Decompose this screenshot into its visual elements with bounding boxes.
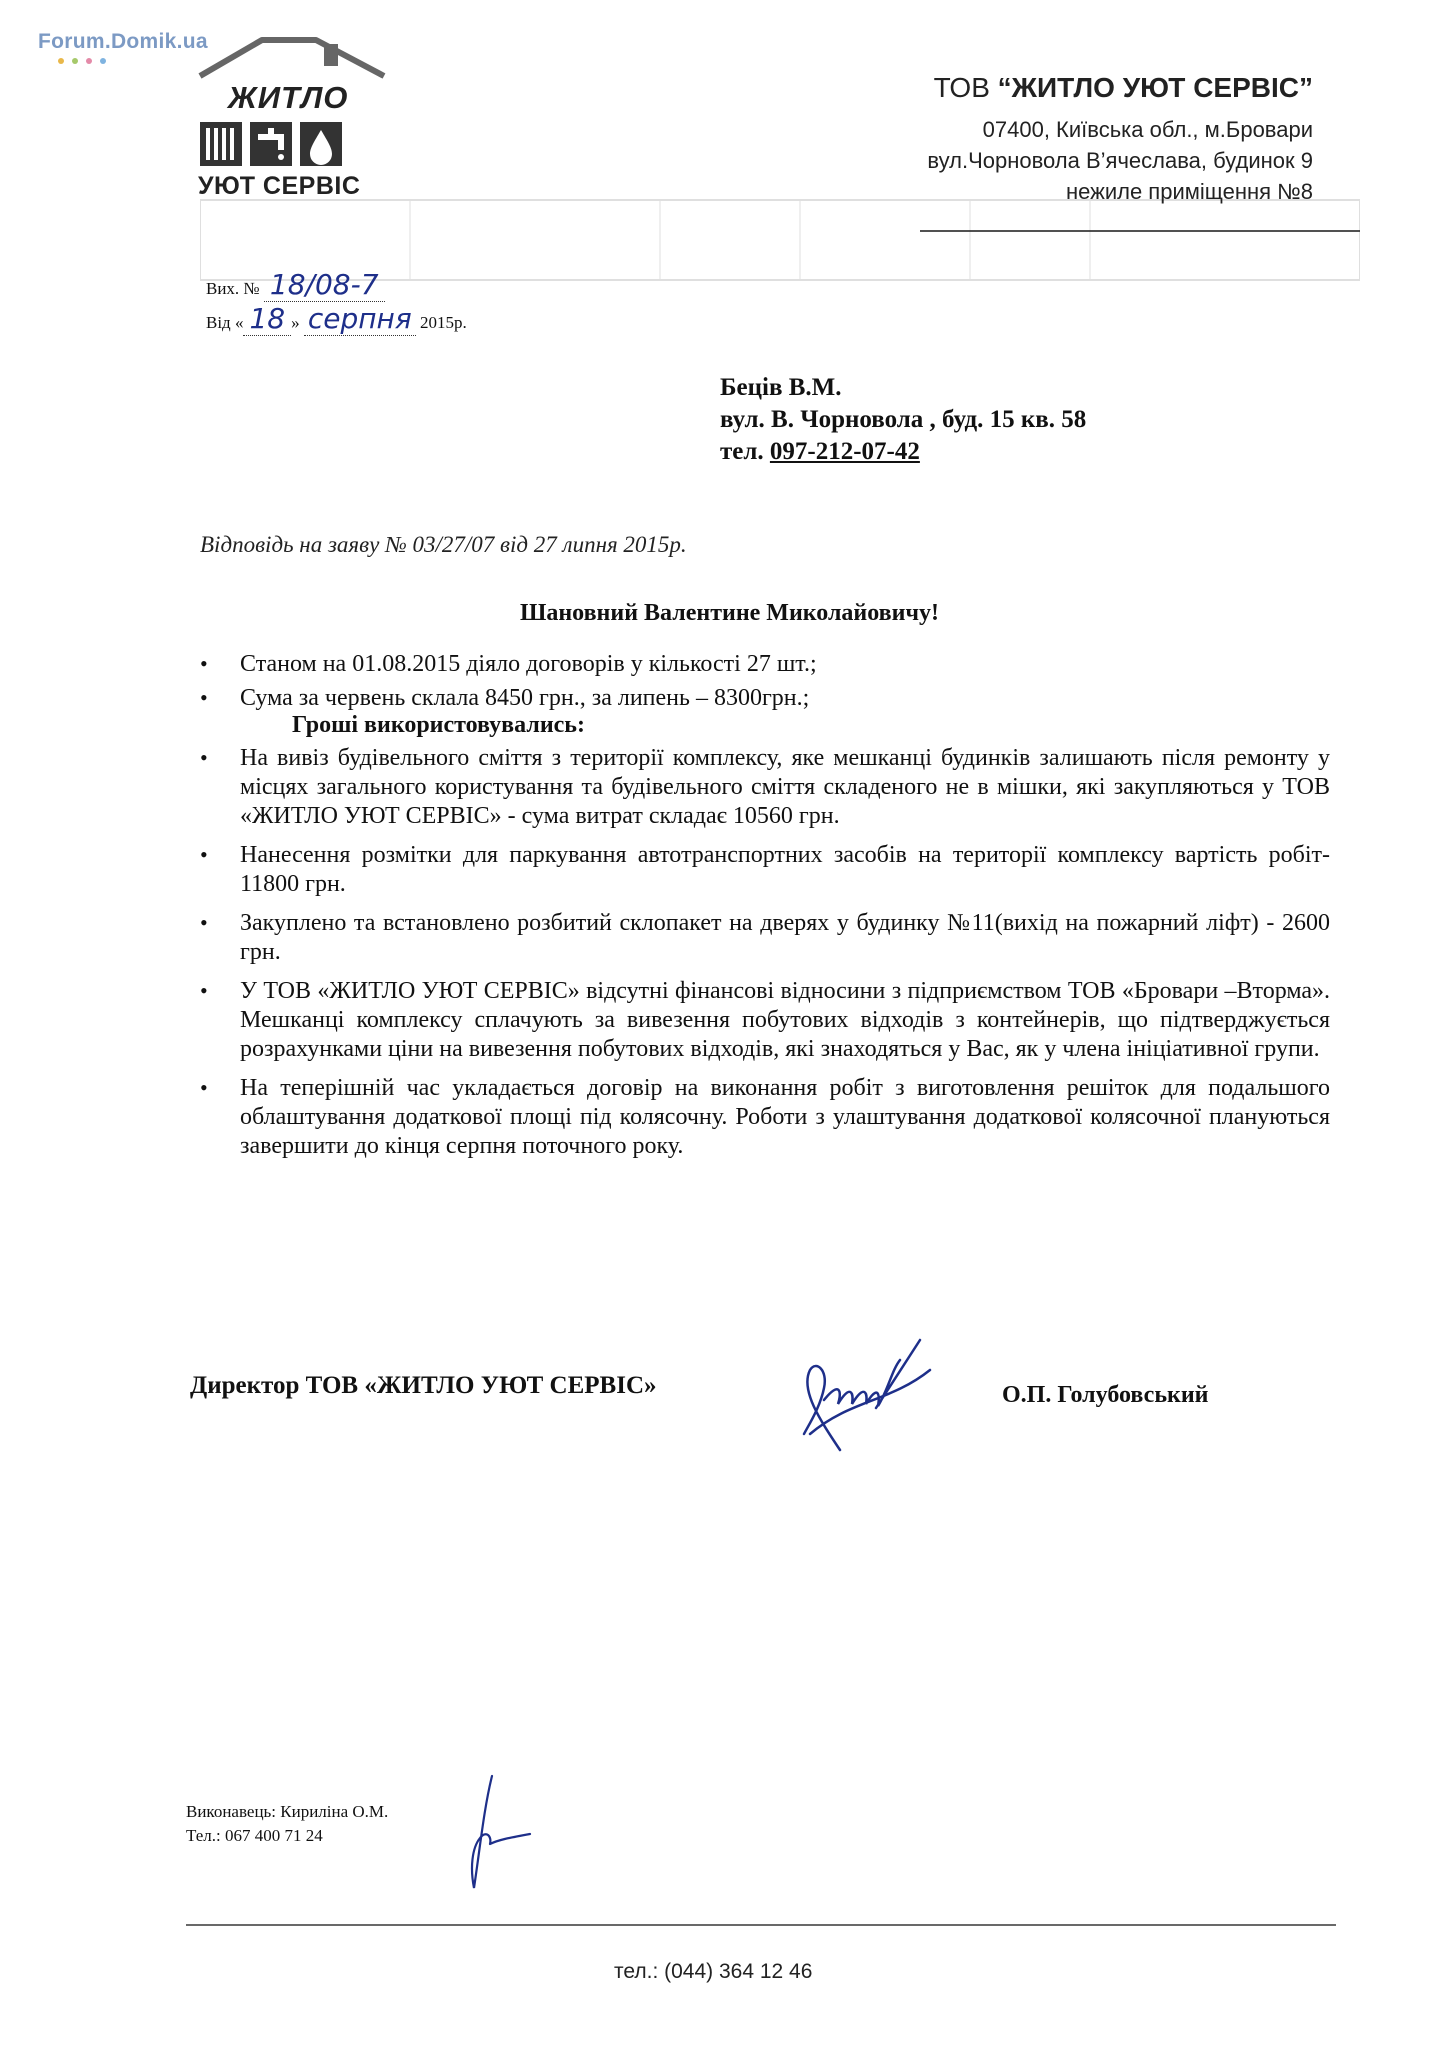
recipient-name: Беців В.М. [720,374,842,401]
outgoing-date [206,302,467,335]
list-item-text: На вивіз будівельного сміття з території комплексу, яке мешканці будинків залишають після ремонту у місцях загального користування та будівельного сміття складеного не в мішки, які закупляються у ТОВ «ЖИТЛО УЮТ СЕРВІС» - сума витрат складає 10560 грн. [240,745,1330,829]
company-title: “ЖИТЛО УЮТ СЕРВІС” [997,72,1313,103]
list-item [200,744,1330,831]
bullet-glyph: • [200,1075,208,1100]
footer-phone: тел.: (044) 364 12 46 [614,1960,813,1983]
recipient-phone-label: тел. [720,438,770,465]
expense-list [200,744,1330,1161]
list-item [200,909,1330,967]
watermark-dot [100,58,106,64]
droplet-icon [300,122,342,166]
letter-body [200,650,1330,1166]
executor-block [186,1800,388,1848]
recipient-phone-number: 097-212-07-42 [769,438,920,465]
company-name [927,72,1313,104]
company-header [927,72,1313,207]
list-item-text: Сума за червень склала 8450 грн., за липень – 8300грн.; [240,685,810,711]
outgoing-date-month: серпня [304,302,416,336]
company-address-line: 07400, Київська обл., м.Бровари [982,117,1313,142]
list-item-text: Нанесення розмітки для паркування автотранспортних засобів на території комплексу вартість робіт- 11800 грн. [240,842,1330,897]
list-item [200,841,1330,899]
radiator-icon [200,122,242,166]
forum-watermark: Forum.Domik.ua [38,30,208,53]
company-address-line: вул.Чорновола В’ячеслава, будинок 9 [927,148,1313,173]
list-item [200,977,1330,1064]
footer-rule [186,1924,1336,1926]
recipient-phone [720,436,1086,468]
bullet-glyph: • [200,910,208,935]
list-item [200,684,1330,713]
watermark-dot [58,58,64,64]
signer-name: О.П. Голубовський [1002,1382,1209,1408]
bullet-glyph: • [200,745,208,770]
company-address-line: нежиле приміщення №8 [1065,179,1313,204]
money-heading: Гроші використовувались: [292,712,585,738]
outgoing-number-label: Вих. № [206,279,260,298]
salutation: Шановний Валентине Миколайовичу! [520,600,939,626]
outgoing-date-mid: » [291,313,300,332]
list-item [200,650,1330,679]
summary-list [200,650,1330,713]
outgoing-number [206,268,385,301]
executor-name: Виконавець: Кириліна О.М. [186,1802,389,1821]
company-prefix: ТОВ [933,72,998,103]
reply-reference: Відповідь на заяву № 03/27/07 від 27 липня 2015р. [200,532,687,557]
list-item [200,1074,1330,1161]
list-item-text: Станом на 01.08.2015 діяло договорів у кількості 27 шт.; [240,651,817,677]
header-rule [920,230,1360,232]
watermark-dots [58,58,106,64]
bullet-glyph: • [200,842,208,867]
recipient-address: вул. В. Чорновола , буд. 15 кв. 58 [720,406,1087,433]
watermark-dot [86,58,92,64]
list-item-text: Закуплено та встановлено розбитий склопакет на дверях у будинку №11(вихід на пожарний ліфт) - 2600 грн. [240,910,1330,965]
executor-signature [440,1768,540,1898]
list-item-text: У ТОВ «ЖИТЛО УЮТ СЕРВІС» відсутні фінансові відносини з підприємством ТОВ «Бровари –Вторма». Мешканці комплексу сплачують за вивезення побутових відходів з контейнерів, що підтверджується розрахунками ціни на вивезення побутових відходів, які знаходяться у Вас, як у члена ініціативної групи. [240,978,1330,1062]
faucet-icon [250,122,292,166]
director-title: Директор ТОВ «ЖИТЛО УЮТ СЕРВІС» [190,1372,657,1399]
recipient-block [720,372,1086,468]
bullet-glyph: • [200,978,208,1003]
watermark-dot [72,58,78,64]
logo-text-bottom: УЮТ СЕРВІС [198,172,361,200]
outgoing-number-value: 18/08-7 [264,268,385,302]
logo-text-top: ЖИТЛО [228,80,349,115]
outgoing-date-year: 2015р. [419,313,467,332]
outgoing-date-day: 18 [243,302,291,336]
bullet-glyph: • [200,651,208,676]
director-signature [780,1330,960,1470]
list-item-text: На теперішній час укладається договір на виконання робіт з виготовлення решіток для подальшого облаштування додаткової площі під колясочну. Роботи з улаштування додаткової колясочної плануються завершити до кінця серпня поточного року. [240,1075,1330,1159]
outgoing-date-prefix: Від « [206,313,244,332]
executor-phone: Тел.: 067 400 71 24 [186,1826,323,1845]
bullet-glyph: • [200,685,208,710]
